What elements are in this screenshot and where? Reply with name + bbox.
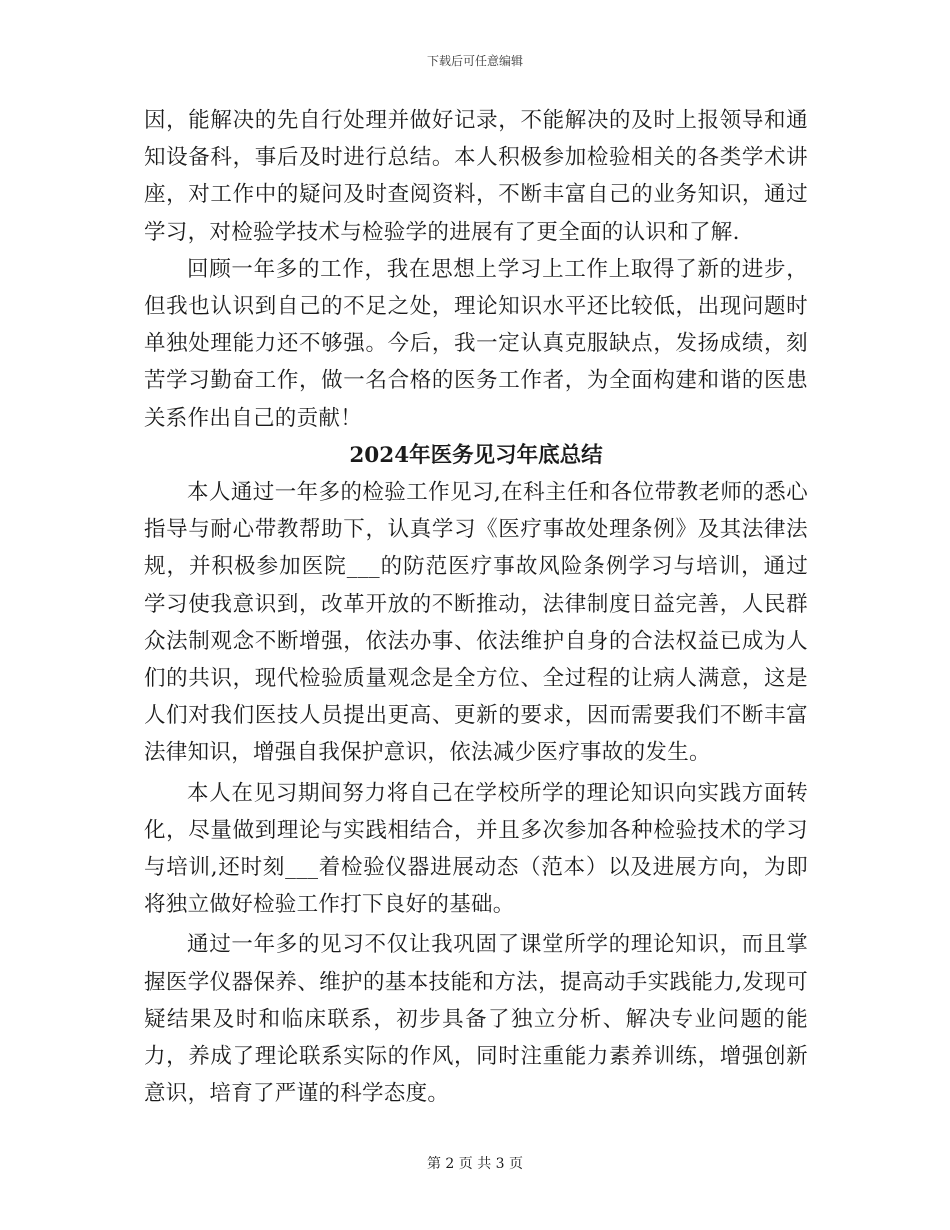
paragraph-practice: 本人在见习期间努力将自己在学校所学的理论知识向实践方面转化，尽量做到理论与实践相结合，并且多次参加各种检验技术的学习与培训,还时刻___着检验仪器进展动态（范本）以及进展方向，为即将独立做好检验工作打下良好的基础。 xyxy=(144,780,808,918)
paragraph-intro: 本人通过一年多的检验工作见习,在科主任和各位带教老师的悉心指导与耐心带教帮助下，认真学习《医疗事故处理条例》及其法律法规，并积极参加医院___的防范医疗事故风险条例学习与培训，通过学习使我意识到，改革开放的不断推动，法律制度日益完善，人民群众法制观念不断增强，依法办事、依法维护自身的合法权益已成为人们的共识，现代检验质量观念是全方位、全过程的让病人满意，这是人们对我们医技人员提出更高、更新的要求，因而需要我们不断丰富法律知识，增强自我保护意识，依法减少医疗事故的发生。 xyxy=(144,480,808,766)
paragraph-continued: 因，能解决的先自行处理并做好记录，不能解决的及时上报领导和通知设备科，事后及时进行总结。本人积极参加检验相关的各类学术讲座，对工作中的疑问及时查阅资料，不断丰富自己的业务知识，通过学习，对检验学技术与检验学的进展有了更全面的认识和了解. xyxy=(144,108,808,245)
section-title: 2024年医务见习年底总结 xyxy=(349,442,603,468)
document-body xyxy=(144,102,808,1112)
paragraph-review: 回顾一年多的工作，我在思想上学习上工作上取得了新的进步，但我也认识到自己的不足之处，理论知识水平还比较低，出现问题时单独处理能力还不够强。今后，我一定认真克服缺点，发扬成绩，刻苦学习勤奋工作，做一名合格的医务工作者，为全面构建和谐的医患关系作出自己的贡献！ xyxy=(144,256,808,431)
paragraph-summary: 通过一年多的见习不仅让我巩固了课堂所学的理论知识，而且掌握医学仪器保养、维护的基本技能和方法，提高动手实践能力,发现可疑结果及时和临床联系，初步具备了独立分析、解决专业问题的能力，养成了理论联系实际的作风，同时注重能力素养训练，增强创新意识，培育了严谨的科学态度。 xyxy=(144,932,808,1107)
page-number: 第 2 页 共 3 页 xyxy=(426,1156,524,1172)
page-header: 下载后可任意编辑 xyxy=(426,54,523,68)
